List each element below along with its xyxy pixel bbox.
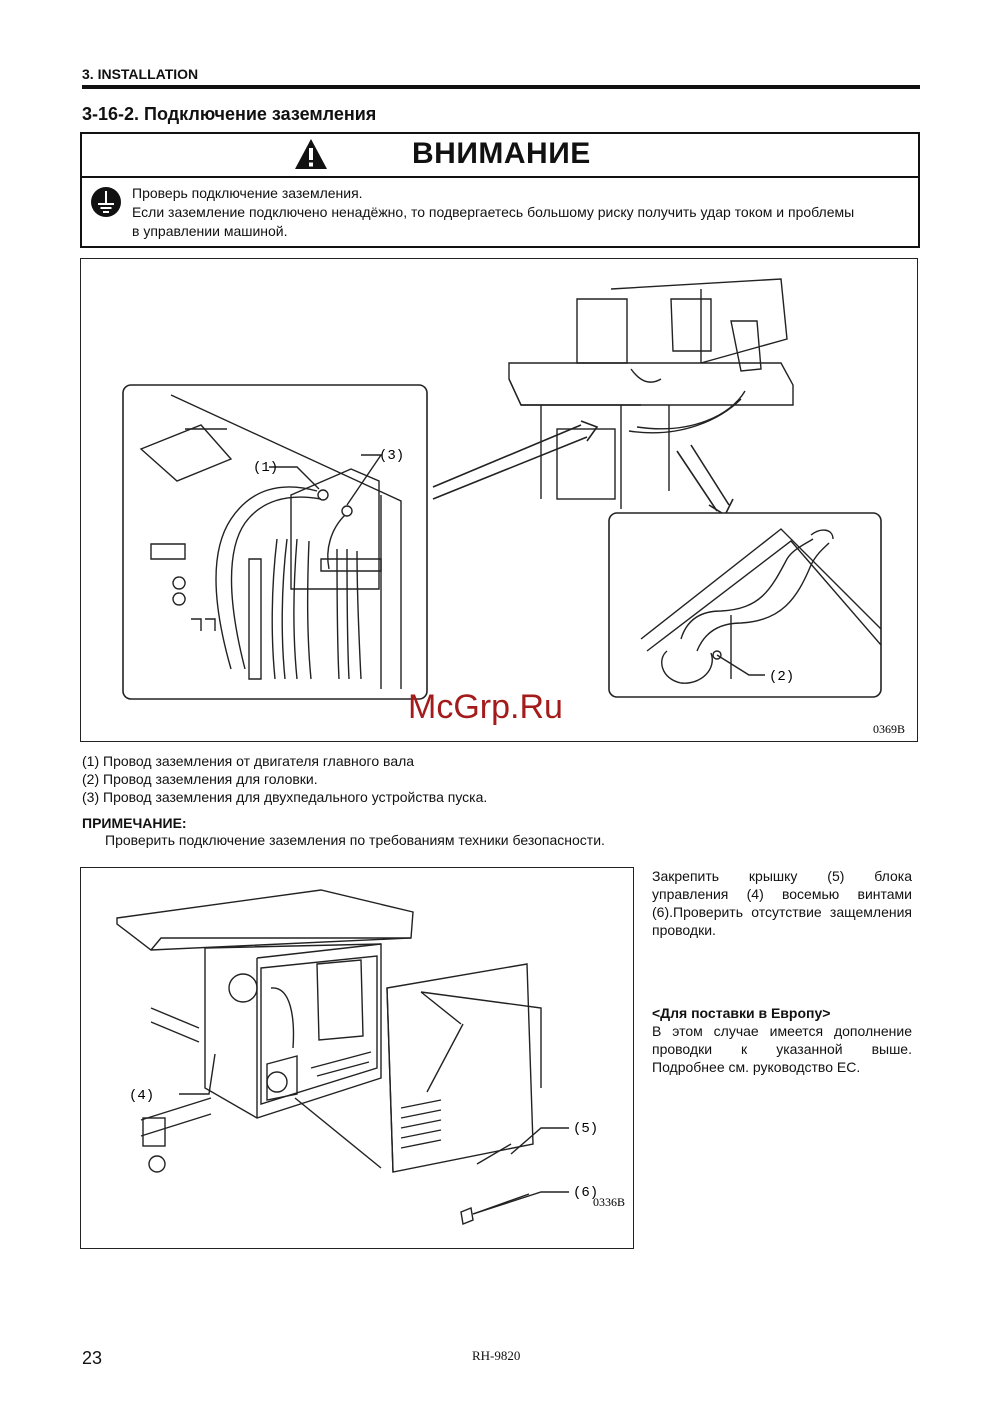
caution-header xyxy=(82,134,918,178)
figure-grounding-wires xyxy=(80,258,918,742)
section-label: 3. INSTALLATION xyxy=(82,66,199,82)
caution-text xyxy=(132,184,914,241)
warning-triangle-icon xyxy=(294,138,328,170)
caution-line: Если заземление подключено ненадёжно, то подвергаетесь большому риску получить удар током и проблемы xyxy=(132,204,855,220)
callout-label: (4) xyxy=(129,1088,155,1104)
europe-text: В этом случае имеется дополнение проводки к указанной выше. Подробнее см. руководство ЕС. xyxy=(652,1023,912,1075)
caution-box xyxy=(80,132,920,248)
callout-label: (1) xyxy=(253,460,279,476)
control-box-illustration xyxy=(81,868,633,1248)
note-title: ПРИМЕЧАНИЕ: xyxy=(82,815,187,831)
page-number: 23 xyxy=(82,1348,103,1368)
ground-symbol-icon xyxy=(90,186,122,218)
note-text: Проверить подключение заземления по требованиям техники безопасности. xyxy=(105,832,605,848)
figure-code: 0369B xyxy=(873,722,906,736)
model-code: RH-9820 xyxy=(472,1348,521,1363)
callout-label: (2) xyxy=(769,669,795,685)
grounding-illustration xyxy=(81,259,917,741)
section-heading: 3-16-2. Подключение заземления xyxy=(82,104,377,124)
europe-title: <Для поставки в Европу> xyxy=(652,1005,831,1021)
callout-label: (5) xyxy=(573,1121,599,1137)
legend-item: (2) Провод заземления для головки. xyxy=(82,771,318,787)
legend-item: (1) Провод заземления от двигателя главного вала xyxy=(82,753,415,769)
figure-code: 0336B xyxy=(593,1195,626,1209)
watermark: McGrp.Ru xyxy=(408,688,563,726)
callout-label: (6) xyxy=(573,1185,599,1201)
caution-line: в управлении машиной. xyxy=(132,223,288,239)
callout-label: (3) xyxy=(379,448,405,464)
figure-control-box xyxy=(80,867,634,1249)
caution-title: ВНИМАНИЕ xyxy=(412,137,591,170)
figure-legend xyxy=(82,752,487,806)
header-rule xyxy=(82,85,920,89)
legend-item: (3) Провод заземления для двухпедального устройства пуска. xyxy=(82,789,488,805)
instruction-text: Закрепить крышку (5) блока управления (4) восемью винтами (6).Проверить отсутствие защемления проводки. xyxy=(652,868,912,938)
caution-line: Проверь подключение заземления. xyxy=(132,185,363,201)
